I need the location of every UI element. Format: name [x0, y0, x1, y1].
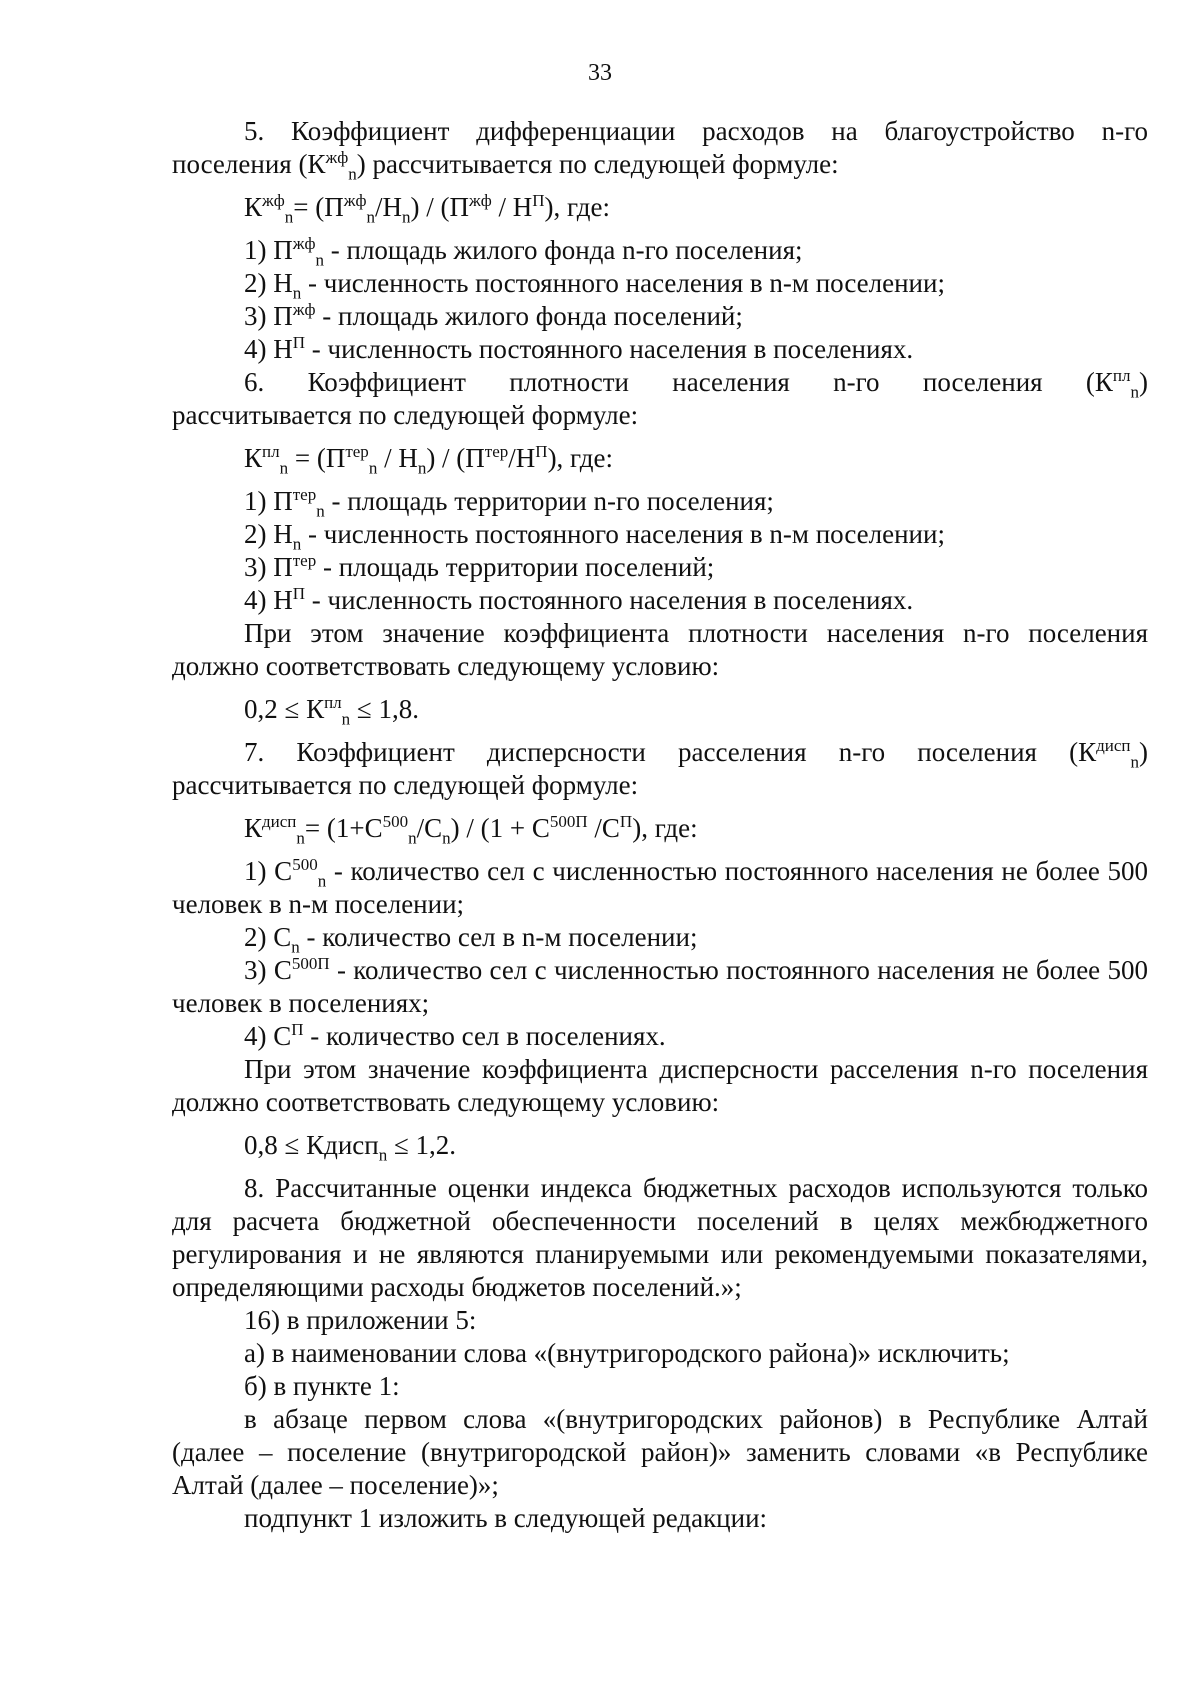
condition-6: При этом значение коэффициента плотности населения n-го поселения должно соответствовать следующему условию:: [172, 618, 1148, 681]
list-5-item-3: 3) $П^{жф}$ - площадь жилого фонда поселений;: [244, 300, 743, 331]
item-b: б) в пункте 1:: [244, 1371, 400, 1401]
subitem-note: подпункт 1 изложить в следующей редакции:: [244, 1503, 768, 1533]
formula-k-pl: $К^{пл}_n = (П^{тер}_n / Н_n) / (П^{тер}/Н^П)$, где:: [244, 442, 614, 478]
page-number: 33: [588, 60, 612, 86]
item-a: а) в наименовании слова «(внутригородского района)» исключить;: [244, 1338, 1010, 1368]
paragraph-7-line-1: 7. Коэффициент дисперсности расселения n-го поселения $(К^{дисп}_n)$: [244, 736, 1148, 772]
list-6-item-2: 2) $Н_n$ - численность постоянного населения в n-м поселении;: [244, 519, 945, 554]
inequality-k-disp: 0,8 ≤ Кдисп$_n$ ≤ 1,2.: [244, 1130, 457, 1165]
list-7-item-1: 1) $С^{500}_n$ - количество сел с численностью постоянного населения не более 500 человек в n-м поселении;: [172, 855, 1148, 919]
formula-k-zhf: $К^{жф}_n= (П^{жф}_n/Н_n) / (П^{жф} / Н^П)$, где:: [244, 191, 610, 227]
list-7-item-4: 4) $С^П$ - количество сел в поселениях.: [244, 1020, 666, 1051]
paragraph-6-line-1: 6. Коэффициент плотности населения n-го поселения $(К^{пл}_n)$: [244, 366, 1148, 402]
paragraph-8: 8. Рассчитанные оценки индекса бюджетных расходов используются только для расчета бюджетной обеспеченности поселений в целях межбюджетного регулирования и не являются планируемыми или рекомендуемыми показателями, определяющими расходы бюджетов поселений.»;: [172, 1173, 1148, 1302]
paragraph-5-line-2: поселения $(К^{жф}_n)$ рассчитывается по следующей формуле:: [172, 148, 839, 184]
paragraph-5-line-1: 5. Коэффициент дифференциации расходов на благоустройство n-го: [244, 116, 1148, 146]
paragraph-7-line-2: рассчитывается по следующей формуле:: [172, 770, 639, 800]
page-content: [172, 115, 1148, 1535]
amendment-paragraph: в абзаце первом слова «(внутригородских районов) в Республике Алтай (далее – поселение (внутригородской район)» заменить словами «в Республике Алтай (далее – поселение)»;: [172, 1404, 1148, 1500]
list-6-item-3: 3) $П^{тер}$ - площадь территории поселений;: [244, 551, 715, 582]
list-5-item-1: 1) $П^{жф}_n$ - площадь жилого фонда n-го поселения;: [244, 234, 803, 270]
condition-7: При этом значение коэффициента дисперсности расселения n-го поселения должно соответствовать следующему условию:: [172, 1054, 1148, 1117]
list-6-item-4: 4) $Н^П$ - численность постоянного населения в поселениях.: [244, 584, 914, 615]
item-16: 16) в приложении 5:: [244, 1305, 477, 1335]
list-7-item-2: 2) $С_n$ - количество сел в n-м поселении;: [244, 922, 698, 957]
paragraph-6-line-2: рассчитывается по следующей формуле:: [172, 400, 639, 430]
list-6-item-1: 1) $П^{тер}_n$ - площадь территории n-го поселения;: [244, 485, 774, 521]
list-5-item-4: 4) $Н^П$ - численность постоянного населения в поселениях.: [244, 333, 914, 364]
list-5-item-2: 2) $Н_n$ - численность постоянного населения в n-м поселении;: [244, 268, 945, 303]
formula-k-disp: $К^{дисп}_n= (1+С^{500}_n/С_n) / (1 + С^{500П}$ $/С^П$), где:: [244, 812, 698, 848]
inequality-k-pl: $0,2 \le К^{пл}_n \le 1,8$.: [244, 693, 419, 729]
list-7-item-3: 3) $С^{500П}$ - количество сел с численностью постоянного населения не более 500 человек в поселениях;: [172, 954, 1148, 1018]
